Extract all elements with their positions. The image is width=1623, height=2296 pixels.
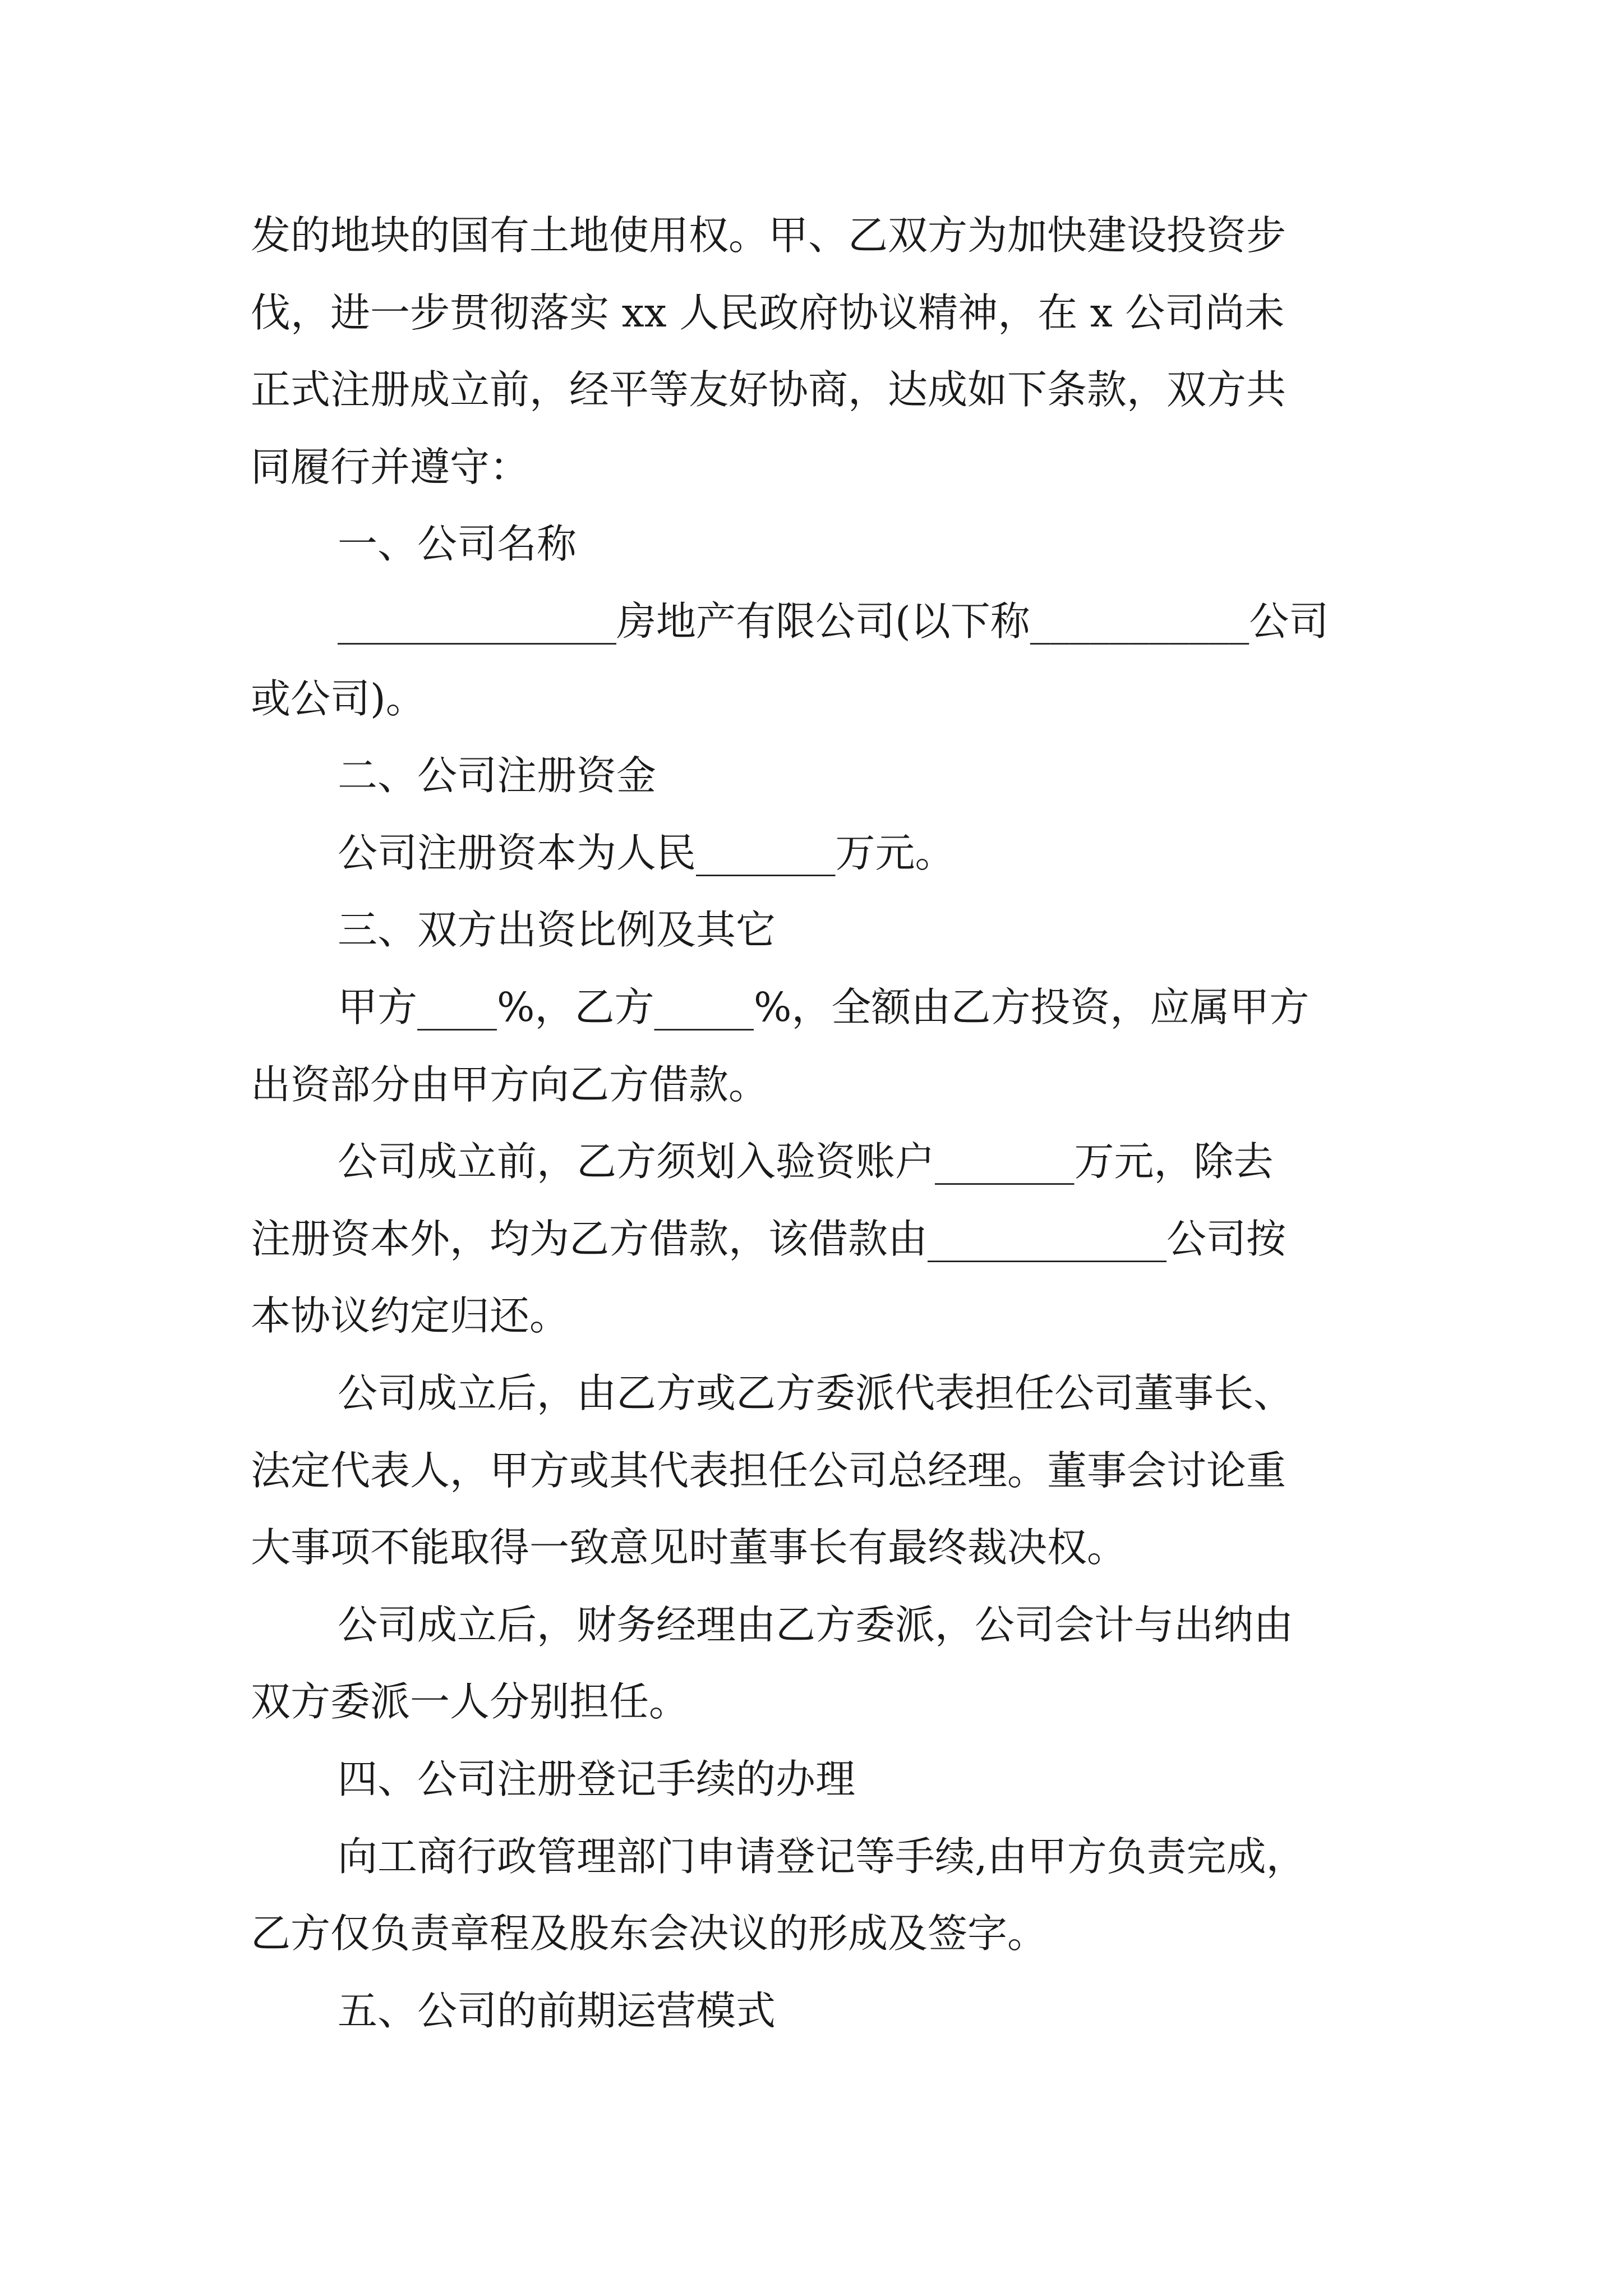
body-line: 公司成立前，乙方须划入验资账户_______万元，除去: [338, 1138, 1274, 1185]
body-line: 伐，进一步贯彻落实 xx 人民政府协议精神，在 x 公司尚未: [251, 289, 1285, 336]
body-line: 双方委派一人分别担任。: [251, 1678, 689, 1725]
body-line: 法定代表人，甲方或其代表担任公司总经理。董事会讨论重: [251, 1447, 1287, 1494]
body-line: 乙方仅负责章程及股东会决议的形成及签字。: [251, 1910, 1048, 1957]
body-line: 大事项不能取得一致意见时董事长有最终裁决权。: [251, 1524, 1127, 1571]
body-line: 公司注册资本为人民_______万元。: [338, 830, 955, 876]
body-line: 发的地块的国有土地使用权。甲、乙双方为加快建设投资步: [251, 212, 1287, 259]
body-line: ______________房地产有限公司(以下称___________公司: [338, 598, 1329, 645]
body-line: 正式注册成立前，经平等友好协商，达成如下条款，双方共: [251, 366, 1287, 413]
section-heading: 三、双方出资比例及其它: [338, 907, 776, 953]
section-heading: 四、公司注册登记手续的办理: [338, 1756, 856, 1802]
body-line: 向工商行政管理部门申请登记等手续,由甲方负责完成，: [338, 1833, 1306, 1880]
body-line: 公司成立后，由乙方或乙方委派代表担任公司董事长、: [338, 1370, 1294, 1416]
body-line: 同履行并遵守：: [251, 444, 530, 490]
body-line: 公司成立后，财务经理由乙方委派，公司会计与出纳由: [338, 1602, 1294, 1648]
body-line: 本协议约定归还。: [251, 1292, 570, 1339]
section-heading: 二、公司注册资金: [338, 752, 657, 799]
body-line: 甲方____%，乙方_____%，全额由乙方投资，应属甲方: [338, 984, 1310, 1030]
body-line: 注册资本外，均为乙方借款，该借款由____________公司按: [251, 1216, 1287, 1262]
body-line: 出资部分由甲方向乙方借款。: [251, 1061, 769, 1108]
body-line: 或公司)。: [251, 675, 426, 722]
section-heading: 五、公司的前期运营模式: [338, 1987, 776, 2034]
section-heading: 一、公司名称: [338, 521, 577, 567]
